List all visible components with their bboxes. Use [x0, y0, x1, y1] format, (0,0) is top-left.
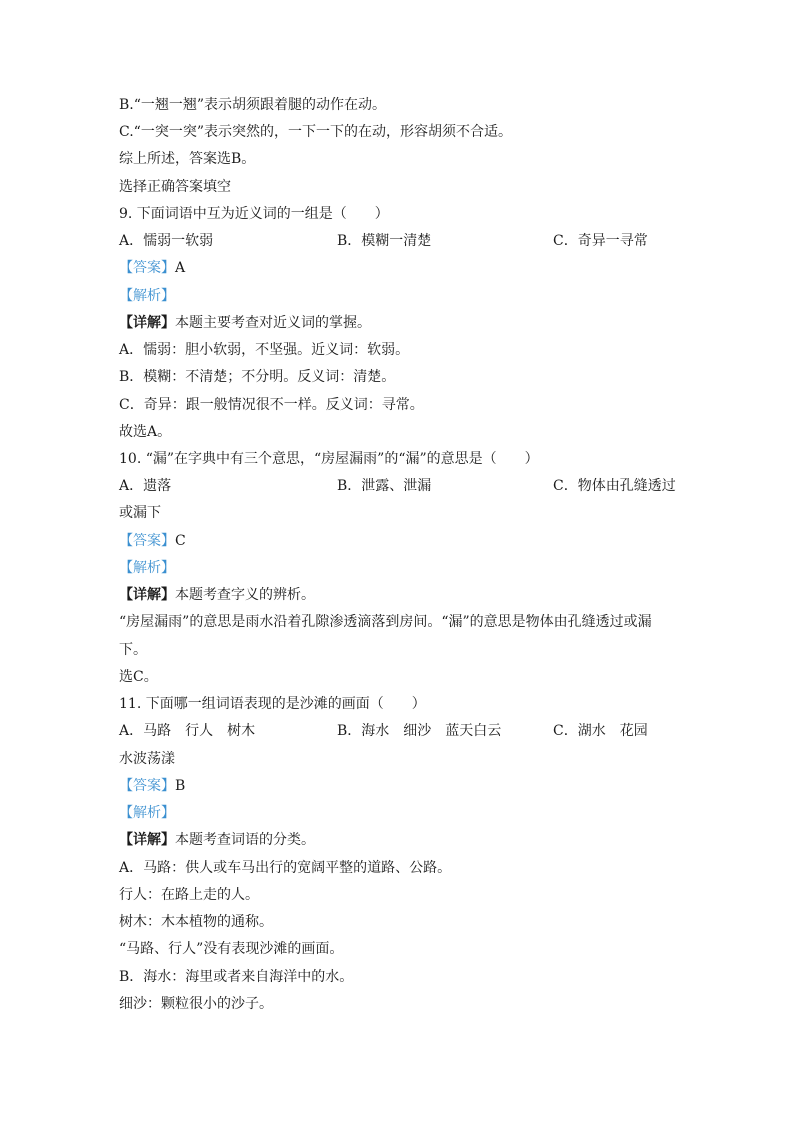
- answer-line: [119, 531, 694, 551]
- text-line: “马路、行人”没有表现沙滩的画面。: [119, 941, 344, 957]
- answer-value: B: [175, 778, 186, 794]
- analysis-label: 【解析】: [119, 288, 175, 304]
- question-10-options: [119, 476, 694, 496]
- analysis-label: 【解析】: [119, 805, 175, 821]
- answer-label: 【答案】: [119, 260, 175, 276]
- option-c: C．奇异一寻常: [553, 233, 648, 249]
- question-9: 9. 下面词语中互为近义词的一组是（ ）: [119, 206, 389, 222]
- analysis-line: [119, 558, 694, 578]
- answer-line: [119, 258, 694, 278]
- text-line: 下。: [119, 642, 147, 658]
- text-line: 或漏下: [119, 505, 161, 521]
- text-line: C.“一突一突”表示突然的，一下一下的在动，形容胡须不合适。: [119, 124, 512, 140]
- text-line: 选C。: [119, 669, 158, 685]
- question-9-options: [119, 231, 694, 251]
- detail-label: 【详解】: [119, 587, 175, 603]
- detail-label: 【详解】: [119, 315, 175, 331]
- text-line: 故选A。: [119, 424, 172, 440]
- text-line: B．模糊：不清楚；不分明。反义词：清楚。: [119, 369, 396, 385]
- text-line: “房屋漏雨”的意思是雨水沿着孔隙渗透滴落到房间。“漏”的意思是物体由孔缝透过或漏: [119, 614, 652, 630]
- detail-text: 本题考查字义的辨析。: [175, 587, 315, 603]
- option-b: B．海水 细沙 蓝天白云: [337, 723, 502, 739]
- text-line: 细沙：颗粒很小的沙子。: [119, 996, 273, 1012]
- text-line: B.“一翘一翘”表示胡须跟着腿的动作在动。: [119, 97, 387, 113]
- answer-value: C: [175, 533, 186, 549]
- detail-label: 【详解】: [119, 832, 175, 848]
- question-11-options: [119, 721, 694, 741]
- analysis-label: 【解析】: [119, 560, 175, 576]
- text-line: B．海水：海里或者来自海洋中的水。: [119, 969, 354, 985]
- question-10: 10. “漏”在字典中有三个意思，“房屋漏雨”的“漏”的意思是（ ）: [119, 451, 539, 467]
- answer-label: 【答案】: [119, 533, 175, 549]
- analysis-line: [119, 286, 694, 306]
- option-c: C．物体由孔缝透过: [553, 478, 676, 494]
- text-line: A．懦弱：胆小软弱，不坚强。近义词：软弱。: [119, 342, 410, 358]
- text-line: 综上所述，答案选B。: [119, 151, 256, 167]
- option-a: A．懦弱一软弱: [119, 233, 214, 249]
- text-line: 水波荡漾: [119, 751, 175, 767]
- answer-line: [119, 776, 694, 796]
- option-a: A．马路 行人 树木: [119, 723, 256, 739]
- analysis-line: [119, 803, 694, 823]
- detail-line: [119, 585, 694, 605]
- text-line: C．奇异：跟一般情况很不一样。反义词：寻常。: [119, 397, 424, 413]
- option-a: A．遗落: [119, 478, 172, 494]
- detail-line: [119, 830, 694, 850]
- text-line: 树木：木本植物的通称。: [119, 914, 273, 930]
- option-c: C．湖水 花园: [553, 723, 648, 739]
- section-heading: 选择正确答案填空: [119, 179, 231, 195]
- option-b: B．泄露、泄漏: [337, 478, 432, 494]
- answer-value: A: [175, 260, 186, 276]
- text-line: 行人：在路上走的人。: [119, 887, 259, 903]
- detail-line: [119, 313, 694, 333]
- detail-text: 本题主要考查对近义词的掌握。: [175, 315, 371, 331]
- question-11: 11. 下面哪一组词语表现的是沙滩的画面（ ）: [119, 696, 426, 712]
- option-b: B．模糊一清楚: [337, 233, 432, 249]
- detail-text: 本题考查词语的分类。: [175, 832, 315, 848]
- answer-label: 【答案】: [119, 778, 175, 794]
- text-line: A．马路：供人或车马出行的宽阔平整的道路、公路。: [119, 860, 452, 876]
